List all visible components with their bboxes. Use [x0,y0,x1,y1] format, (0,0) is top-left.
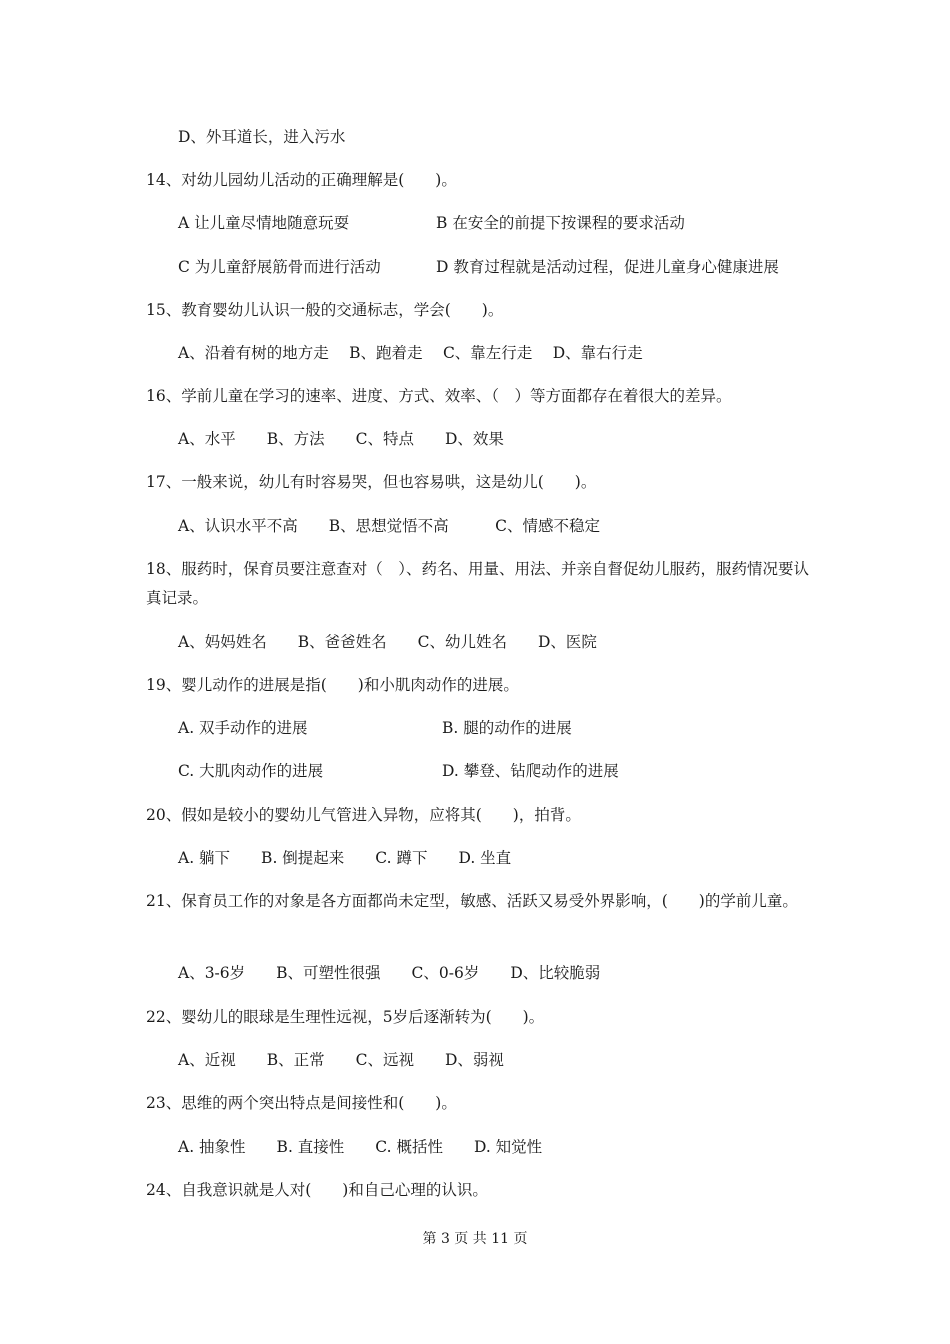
option-line: A、妈妈姓名 B、爸爸姓名 C、幼儿姓名 D、医院 [178,633,597,651]
question-22: 22、婴幼儿的眼球是生理性远视，5岁后逐渐转为( )。 [146,1008,545,1026]
option-line: A、近视 B、正常 C、远视 D、弱视 [178,1051,504,1069]
option-line: D. 攀登、钻爬动作的进展 [442,762,619,780]
option-line: D 教育过程就是活动过程，促进儿童身心健康进展 [436,258,779,276]
option-line: A. 双手动作的进展 [178,719,308,737]
option-line: A. 抽象性 B. 直接性 C. 概括性 D. 知觉性 [178,1138,543,1156]
question-24: 24、自我意识就是人对( )和自己心理的认识。 [146,1181,488,1199]
option-line: A、认识水平不高 B、思想觉悟不高 C、情感不稳定 [178,517,600,535]
question-14: 14、对幼儿园幼儿活动的正确理解是( )。 [146,171,457,189]
option-line: B 在安全的前提下按课程的要求活动 [436,214,685,232]
option-line: C. 大肌肉动作的进展 [178,762,324,780]
page-footer: 第 3 页 共 11 页 [422,1231,528,1247]
option-line: A、3-6岁 B、可塑性很强 C、0-6岁 D、比较脆弱 [178,964,601,982]
question-15: 15、教育婴幼儿认识一般的交通标志，学会( )。 [146,301,504,319]
question-16: 16、学前儿童在学习的速率、进度、方式、效率、（ ）等方面都存在着很大的差异。 [146,387,732,405]
option-line: B. 腿的动作的进展 [442,719,572,737]
option-line: D、外耳道长，进入污水 [178,128,346,146]
question-23: 23、思维的两个突出特点是间接性和( )。 [146,1094,457,1112]
option-line: A、沿着有树的地方走 B、跑着走 C、靠左行走 D、靠右行走 [178,344,643,362]
question-21: 21、保育员工作的对象是各方面都尚未定型，敏感、活跃又易受外界影响，( )的学前儿童。 [146,892,798,910]
option-line: A、水平 B、方法 C、特点 D、效果 [178,430,504,448]
option-line: C 为儿童舒展筋骨而进行活动 [178,258,381,276]
question-20: 20、假如是较小的婴幼儿气管进入异物，应将其( )，拍背。 [146,806,581,824]
option-line: A. 躺下 B. 倒提起来 C. 蹲下 D. 坐直 [178,849,512,867]
option-line: A 让儿童尽情地随意玩耍 [178,214,350,232]
question-18: 18、服药时，保育员要注意查对（ ）、药名、用量、用法、并亲自督促幼儿服药，服药情况要认真记录。 [146,560,809,607]
question-19: 19、婴儿动作的进展是指( )和小肌肉动作的进展。 [146,676,519,694]
question-17: 17、一般来说，幼儿有时容易哭，但也容易哄，这是幼儿( )。 [146,473,597,491]
